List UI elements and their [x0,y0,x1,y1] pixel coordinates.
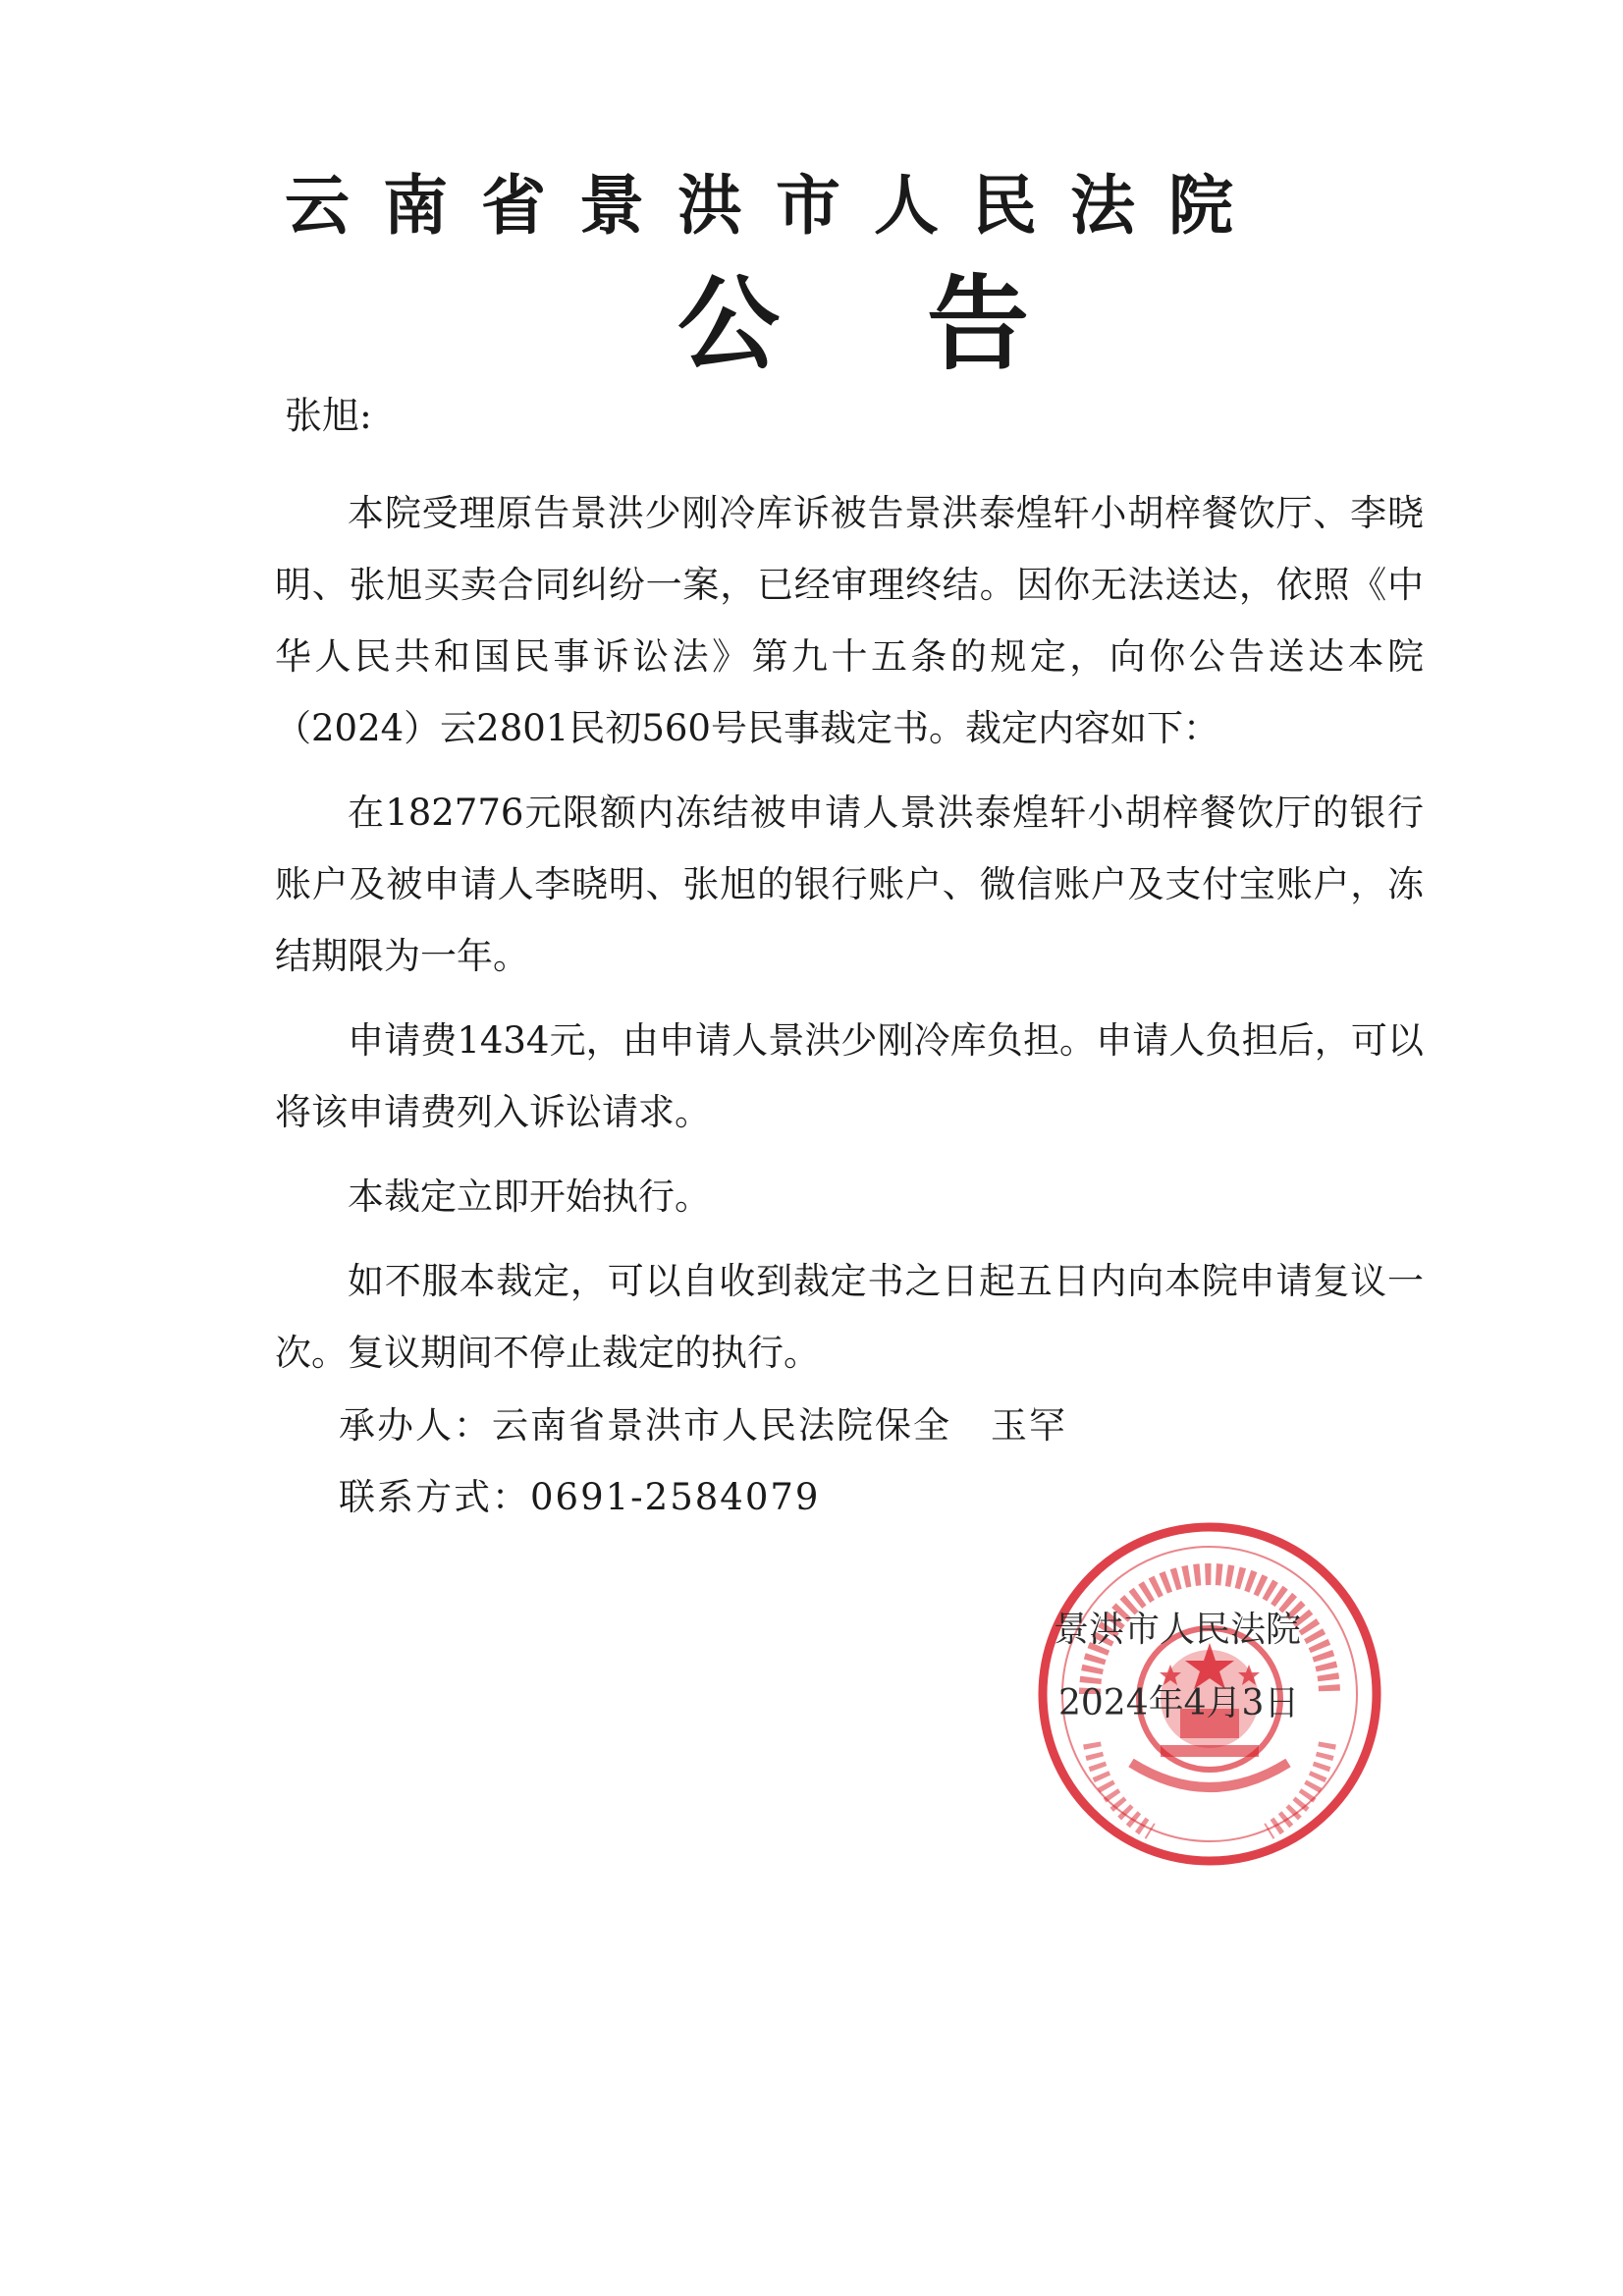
phone-number: 0691-2584079 [530,1476,821,1518]
notice-body [275,477,1424,1401]
signature-date: 2024年4月3日 [1058,1683,1300,1723]
signature-court: 景洪市人民法院 [1054,1610,1302,1650]
court-name-heading: 云南省景洪市人民法院 [285,168,1267,244]
paragraph-ruling-execution: 本裁定立即开始执行。 [348,1175,711,1218]
phone-line [339,1461,1067,1533]
handler-line [339,1390,1067,1461]
paragraph-ruling-fee: 申请费1434元，由申请人景洪少刚冷库负担。申请人负担后，可以将该申请费列入诉讼请求。 [275,1019,1424,1133]
paragraph-ruling-appeal: 如不服本裁定，可以自收到裁定书之日起五日内向本院申请复议一次。复议期间不停止裁定的执行。 [275,1260,1424,1374]
handler-name: 玉罕 [991,1404,1067,1447]
handler-label: 承办人： [339,1404,492,1447]
phone-label: 联系方式： [339,1476,530,1518]
notice-heading: 公告 [677,264,1177,384]
contact-block [339,1390,1067,1533]
paragraph-ruling-freeze: 在182776元限额内冻结被申请人景洪泰煌轩小胡梓餐饮厅的银行账户及被申请人李晓明、张旭的银行账户、微信账户及支付宝账户，冻结期限为一年。 [275,792,1424,977]
handler-dept: 云南省景洪市人民法院保全 [492,1404,951,1447]
paragraph-case-intro: 本院受理原告景洪少刚冷库诉被告景洪泰煌轩小胡梓餐饮厅、李晓明、张旭买卖合同纠纷一案，已经审理终结。因你无法送达，依照《中华人民共和国民事诉讼法》第九十五条的规定，向你公告送达本院（2024）云2801民初560号民事裁定书。裁定内容如下： [275,492,1424,749]
addressee: 张旭: [285,394,372,437]
